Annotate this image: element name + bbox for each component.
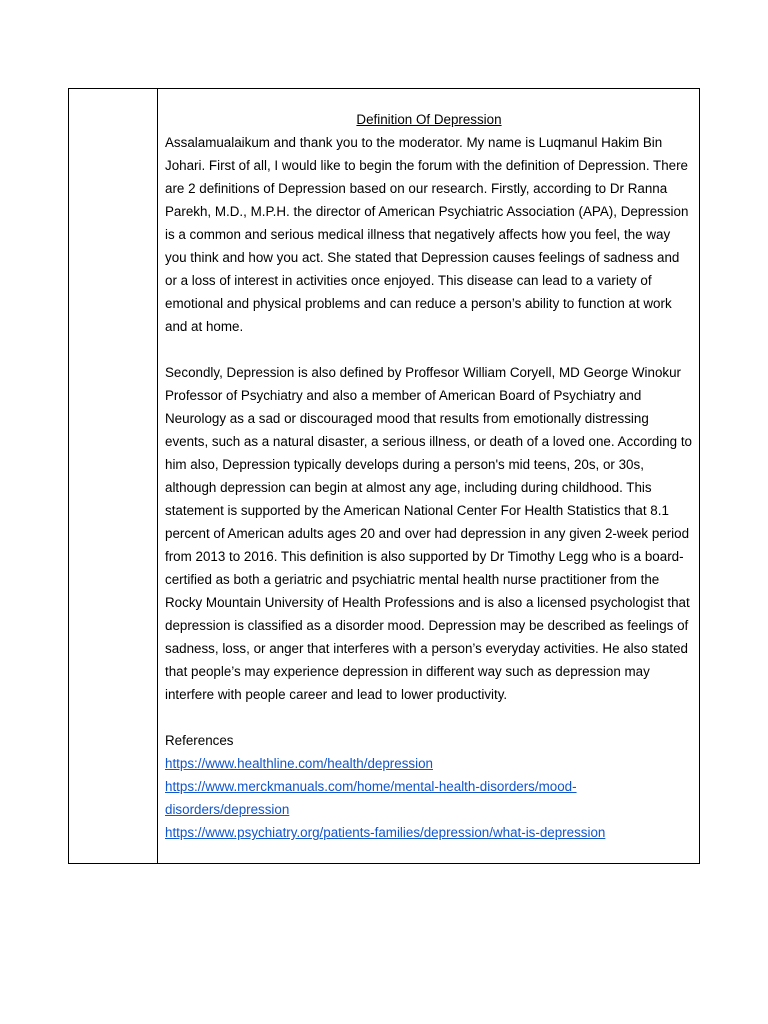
table-left-cell (69, 89, 158, 863)
reference-link-1[interactable]: https://www.healthline.com/health/depression (165, 756, 433, 771)
reference-link-2[interactable]: https://www.merckmanuals.com/home/mental-health-disorders/mood-disorders/depression (165, 779, 577, 817)
document-table (68, 88, 700, 864)
table-content-cell (158, 89, 699, 863)
paragraph-1: Assalamualaikum and thank you to the moderator. My name is Luqmanul Hakim Bin Johari. First of all, I would like to begin the forum with the definition of Depression. There are 2 definitions of Depression based on our research. Firstly, according to Dr Ranna Parekh, M.D., M.P.H. the director of American Psychiatric Association (APA), Depression is a common and serious medical illness that negatively affects how you feel, the way you think and how you act. She stated that Depression causes feelings of sadness and or a loss of interest in activities once enjoyed. This disease can lead to a variety of emotional and physical problems and can reduce a person’s ability to function at work and at home. (165, 135, 689, 334)
paragraph-spacer (165, 706, 693, 729)
reference-link-3[interactable]: https://www.psychiatry.org/patients-families/depression/what-is-depression (165, 825, 606, 840)
document-title: Definition Of Depression (356, 112, 502, 127)
paragraph-2: Secondly, Depression is also defined by Proffesor William Coryell, MD George Winokur Professor of Psychiatry and also a member of American Board of Psychiatry and Neurology as a sad or discouraged mood that results from emotionally distressing events, such as a natural disaster, a serious illness, or death of a loved one. According to him also, Depression typically develops during a person's mid teens, 20s, or 30s, although depression can begin at almost any age, including during childhood. This statement is supported by the American National Center For Health Statistics that 8.1 percent of American adults ages 20 and over had depression in any given 2-week period from 2013 to 2016. This definition is also supported by Dr Timothy Legg who is a board-certified as both a geriatric and psychiatric mental health nurse practitioner from the Rocky Mountain University of Health Professions and is also a licensed psychologist that depression is classified as a disorder mood. Depression may be described as feelings of sadness, loss, or anger that interferes with a person’s everyday activities. He also stated that people’s may experience depression in different way such as depression may interfere with people career and lead to lower productivity. (165, 365, 693, 702)
paragraph-spacer (165, 338, 693, 361)
references-heading: References (165, 733, 234, 748)
